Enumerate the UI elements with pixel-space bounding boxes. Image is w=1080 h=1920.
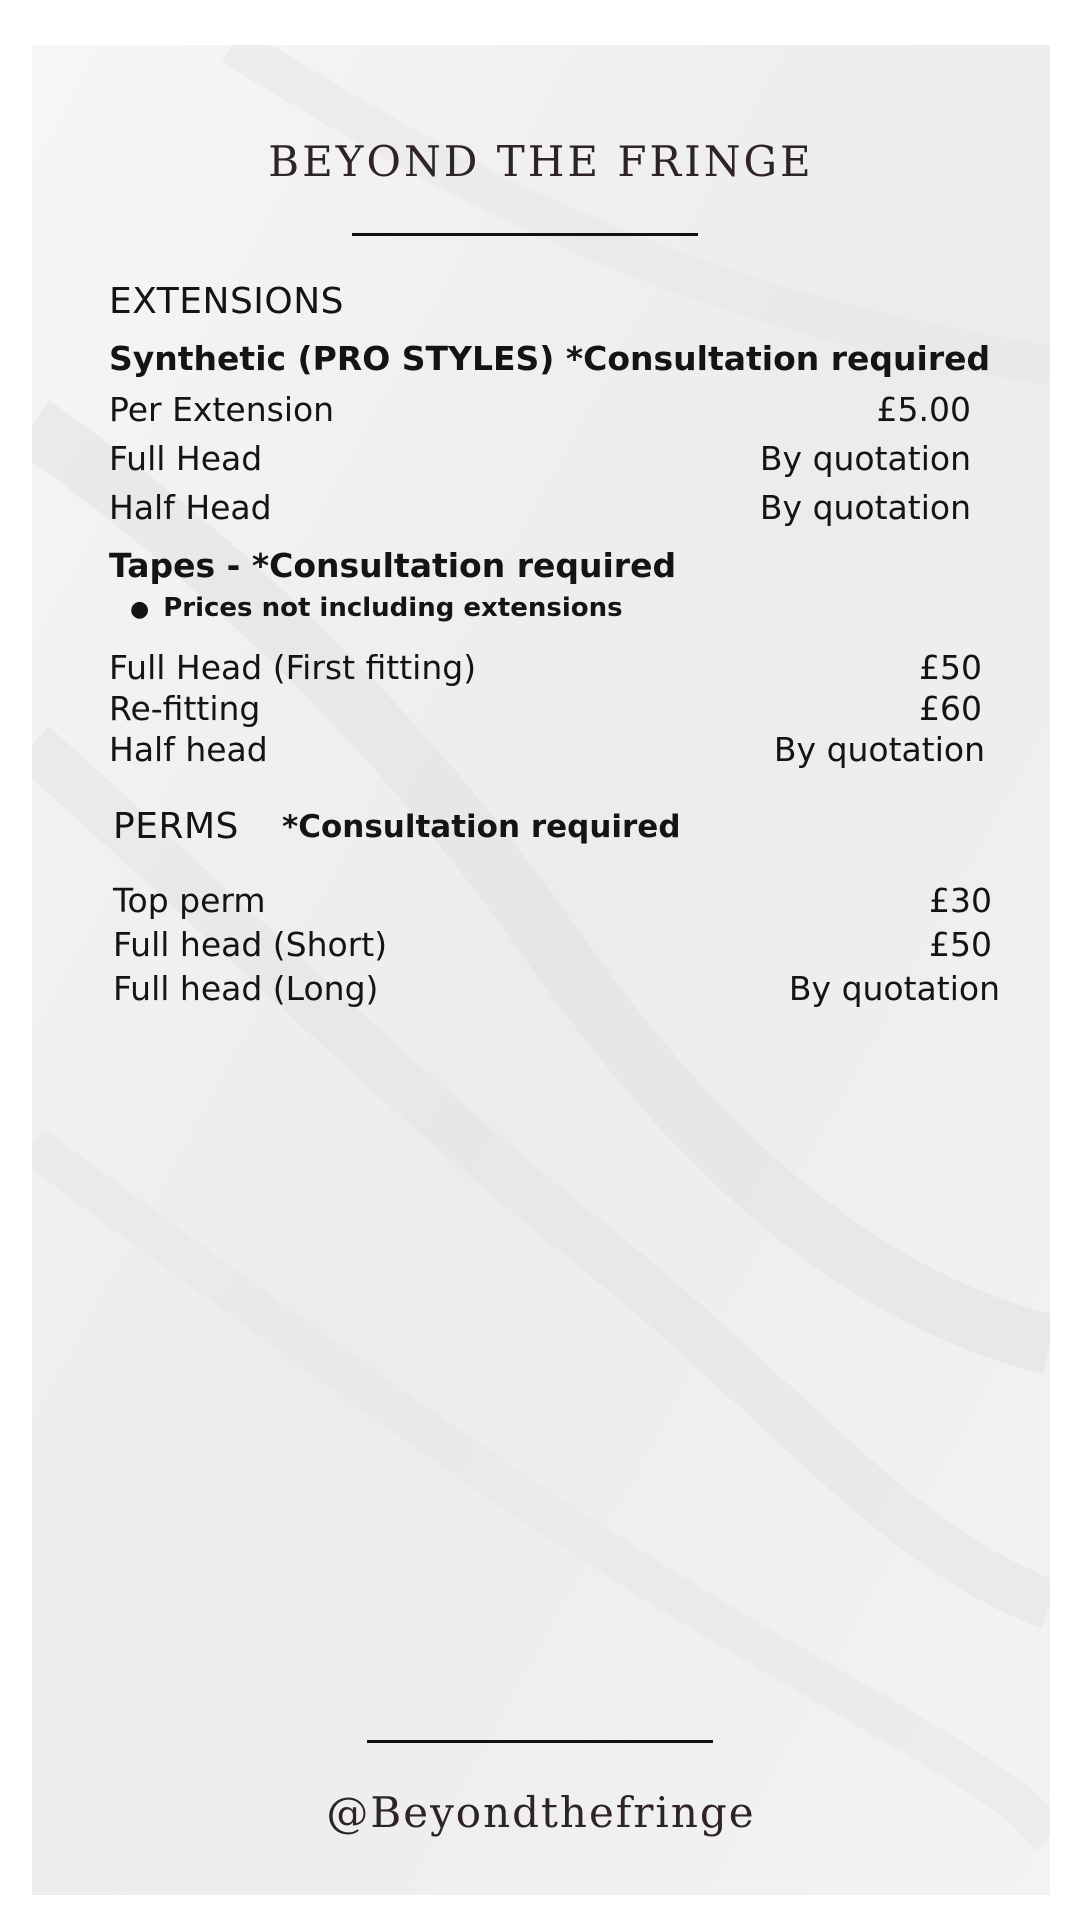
perms-note: *Consultation required xyxy=(282,809,681,845)
brand-title: BEYOND THE FRINGE xyxy=(268,137,814,186)
list-item-name: Per Extension xyxy=(109,390,335,429)
perms-heading: PERMS xyxy=(113,806,239,847)
list-item-name: Full Head xyxy=(109,439,263,478)
social-handle: @Beyondthefringe xyxy=(326,1788,756,1837)
list-item-name: Half head xyxy=(109,730,268,769)
list-item-price: By quotation xyxy=(773,730,985,769)
list-item-price: By quotation xyxy=(759,439,971,478)
bullet-icon: ● xyxy=(130,597,150,622)
tapes-label: Tapes - *Consultation required xyxy=(109,546,677,585)
list-item-price: £30 xyxy=(929,881,992,920)
list-item-name: Full Head (First fitting) xyxy=(109,648,477,687)
tapes-note xyxy=(130,593,623,623)
list-item-name: Re-fitting xyxy=(109,689,261,728)
list-item-price: £5.00 xyxy=(876,390,971,429)
divider-bottom xyxy=(367,1740,713,1743)
list-item-name: Top perm xyxy=(113,881,266,920)
list-item-price: By quotation xyxy=(788,969,1000,1008)
list-item-name: Half Head xyxy=(109,488,272,527)
divider-top xyxy=(352,233,698,236)
list-item-price: £50 xyxy=(929,925,992,964)
list-item-price: By quotation xyxy=(759,488,971,527)
synthetic-label: Synthetic (PRO STYLES) *Consultation required xyxy=(109,339,991,378)
extensions-heading: EXTENSIONS xyxy=(109,281,345,322)
tapes-note-text: Prices not including extensions xyxy=(163,593,623,623)
list-item-price: £50 xyxy=(919,648,982,687)
list-item-price: £60 xyxy=(919,689,982,728)
list-item-name: Full head (Long) xyxy=(113,969,379,1008)
list-item-name: Full head (Short) xyxy=(113,925,388,964)
price-card xyxy=(32,45,1050,1895)
